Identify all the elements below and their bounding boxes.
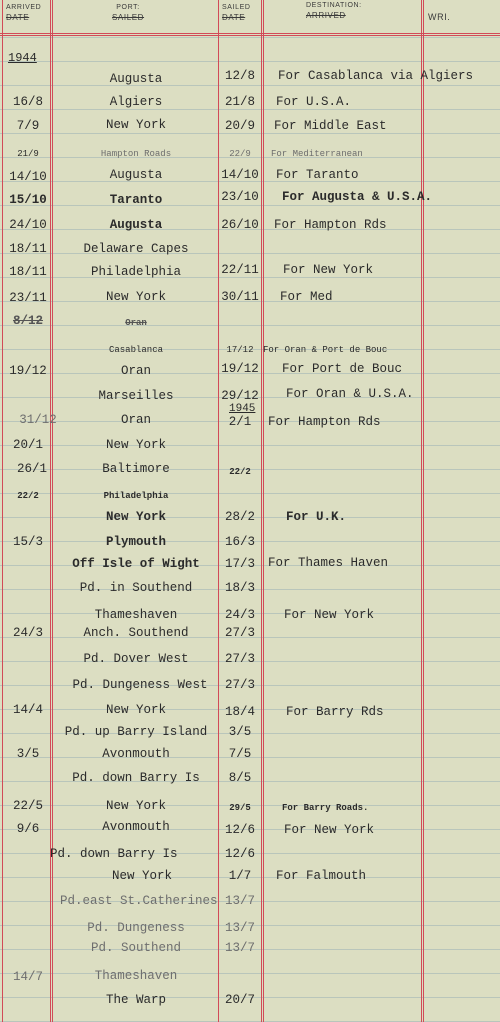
arrived-cell: 15/10 — [9, 193, 47, 207]
destination-cell: For Hampton Rds — [274, 218, 387, 232]
destination-cell: For Hampton Rds — [268, 415, 381, 429]
port-cell: Oran — [120, 364, 151, 378]
column-divider — [263, 0, 264, 1022]
sailed-cell: 27/3 — [224, 652, 255, 666]
destination-cell: For Thames Haven — [268, 556, 389, 570]
arrived-cell: 20/1 — [12, 438, 43, 452]
port-cell: Oran — [120, 413, 151, 427]
arrived-cell: 14/10 — [9, 170, 47, 184]
sailed-cell: 17/3 — [224, 557, 255, 571]
port-cell: Taranto — [109, 193, 163, 207]
port-cell: New York — [105, 703, 166, 717]
port-cell: Pd. down Barry Is — [50, 847, 178, 861]
sailed-cell: 13/7 — [224, 941, 255, 955]
arrived-cell: 9/6 — [16, 822, 40, 836]
header-wri: WRI. — [428, 12, 451, 22]
destination-cell: For Med — [280, 290, 333, 304]
port-cell: New York — [105, 438, 166, 452]
sailed-cell: 28/2 — [224, 510, 255, 524]
sailed-cell: 23/10 — [221, 190, 259, 204]
arrived-cell: 3/5 — [16, 747, 40, 761]
header-destination — [306, 2, 362, 20]
port-cell: The Warp — [105, 993, 166, 1007]
sailed-cell: 8/5 — [228, 771, 252, 785]
sailed-cell: 19/12 — [221, 362, 259, 376]
port-cell-crossed-out: Oran — [125, 318, 147, 328]
sailed-cell: 20/7 — [224, 993, 255, 1007]
arrived-cell-crossed-out: 8/12 — [12, 314, 43, 328]
port-cell: New York — [105, 290, 166, 304]
destination-cell: For Port de Bouc — [282, 362, 403, 376]
port-cell: Algiers — [109, 95, 163, 109]
destination-cell: For Taranto — [276, 168, 359, 182]
port-cell: Augusta — [109, 218, 163, 232]
arrived-cell: 15/3 — [12, 535, 43, 549]
port-cell: Avonmouth — [102, 747, 170, 761]
header-sailed-label: SAILED — [222, 4, 251, 11]
sailed-cell: 30/11 — [221, 290, 259, 304]
sailed-cell: 24/3 — [224, 608, 255, 622]
header-destination-arrived: ARRIVED — [306, 11, 346, 20]
sailed-cell: 2/1 — [228, 415, 252, 429]
destination-cell: For Mediterranean — [271, 149, 363, 159]
port-cell: Augusta — [109, 168, 163, 182]
arrived-cell: 31/12 — [19, 413, 57, 427]
arrived-cell: 21/9 — [17, 149, 39, 159]
column-divider — [423, 0, 424, 1022]
header-rule — [0, 35, 500, 36]
port-cell: Anch. Southend — [83, 626, 189, 640]
header-arrived-label: ARRIVED — [6, 4, 42, 11]
sailed-cell: 12/6 — [224, 823, 255, 837]
sailed-cell: 12/8 — [224, 69, 255, 83]
destination-cell: For New York — [283, 263, 374, 277]
arrived-cell: 14/7 — [12, 970, 43, 984]
arrived-cell: 14/4 — [12, 703, 43, 717]
port-cell: Off Isle of Wight — [72, 557, 200, 571]
sailed-cell: 26/10 — [221, 218, 259, 232]
header-port — [112, 4, 144, 22]
arrived-cell: 7/9 — [16, 119, 40, 133]
port-cell: Pd.east St.Catherines — [60, 894, 218, 908]
port-cell: Thameshaven — [94, 969, 178, 983]
header-destination-label: DESTINATION: — [306, 2, 362, 9]
arrived-cell: 23/11 — [9, 291, 47, 305]
port-cell: Augusta — [109, 72, 163, 86]
arrived-cell: 22/5 — [12, 799, 43, 813]
sailed-cell: 22/11 — [221, 263, 259, 277]
arrived-cell: 22/2 — [17, 491, 39, 501]
destination-cell: For New York — [284, 823, 375, 837]
destination-cell: For Oran & Port de Bouc — [263, 345, 388, 355]
margin-line-left — [2, 0, 3, 1022]
column-divider — [421, 0, 422, 1022]
sailed-cell: 14/10 — [221, 168, 259, 182]
port-cell: Marseilles — [98, 389, 174, 403]
destination-cell: For U.K. — [286, 510, 347, 524]
port-cell: New York — [111, 869, 172, 883]
port-cell: Hampton Roads — [100, 149, 172, 159]
port-cell: Philadelphia — [103, 491, 169, 501]
arrived-cell: 24/10 — [9, 218, 47, 232]
header-arrived — [6, 4, 41, 22]
sailed-cell: 17/12 — [226, 345, 254, 355]
port-cell: Pd. Dungeness — [87, 921, 185, 935]
header-arrived-date: DATE — [6, 13, 30, 22]
year-marker: 1945 — [229, 403, 256, 415]
sailed-cell: 16/3 — [224, 535, 255, 549]
sailed-cell: 18/3 — [224, 581, 255, 595]
port-cell: Avonmouth — [102, 820, 170, 834]
port-cell: Pd. in Southend — [79, 581, 193, 595]
port-cell: Casablanca — [108, 345, 163, 355]
destination-cell: For Oran & U.S.A. — [286, 387, 414, 401]
destination-cell: For Barry Rds — [286, 705, 384, 719]
sailed-cell: 27/3 — [224, 678, 255, 692]
port-cell: Pd. Dungeness West — [72, 678, 208, 692]
destination-cell: For New York — [284, 608, 375, 622]
header-sailed — [222, 4, 251, 22]
port-cell: Pd. up Barry Island — [64, 725, 208, 739]
port-cell: Pd. Southend — [90, 941, 181, 955]
sailed-cell: 22/9 — [229, 149, 251, 159]
sailed-cell: 13/7 — [224, 921, 255, 935]
header-port-label: PORT: — [116, 4, 140, 11]
destination-cell: For U.S.A. — [276, 95, 352, 109]
destination-cell: For Casablanca via Algiers — [278, 69, 474, 83]
destination-cell: For Middle East — [274, 119, 387, 133]
sailed-cell: 13/7 — [224, 894, 255, 908]
arrived-cell: 19/12 — [9, 364, 47, 378]
port-cell: Baltimore — [102, 462, 170, 476]
port-cell: Delaware Capes — [83, 242, 189, 256]
destination-cell: For Augusta & U.S.A. — [282, 190, 433, 204]
port-cell: Pd. Dover West — [83, 652, 189, 666]
arrived-cell: 24/3 — [12, 626, 43, 640]
sailed-cell: 21/8 — [224, 95, 255, 109]
port-cell: Plymouth — [105, 535, 166, 549]
port-cell: New York — [105, 118, 166, 132]
column-divider — [52, 0, 53, 1022]
port-cell: New York — [105, 799, 166, 813]
port-cell: Thameshaven — [94, 608, 178, 622]
sailed-cell: 29/12 — [221, 389, 259, 403]
sailed-cell: 29/5 — [229, 803, 251, 813]
sailed-cell: 22/2 — [229, 467, 251, 477]
sailed-cell: 7/5 — [228, 747, 252, 761]
destination-cell: For Falmouth — [276, 869, 367, 883]
header-rule — [0, 33, 500, 34]
destination-cell: For Barry Roads. — [282, 803, 369, 813]
sailed-cell: 3/5 — [228, 725, 252, 739]
sailed-cell: 1/7 — [228, 869, 252, 883]
year-marker: 1944 — [8, 51, 37, 65]
arrived-cell: 16/8 — [12, 95, 43, 109]
header-port-sailed: SAILED — [112, 13, 145, 22]
port-cell: Philadelphia — [90, 265, 181, 279]
arrived-cell: 26/1 — [16, 462, 47, 476]
port-cell: Pd. down Barry Is — [72, 771, 200, 785]
sailed-cell: 20/9 — [224, 119, 255, 133]
header-sailed-date: DATE — [222, 13, 246, 22]
sailed-cell: 12/6 — [224, 847, 255, 861]
arrived-cell: 18/11 — [9, 265, 47, 279]
arrived-cell: 18/11 — [9, 242, 47, 256]
port-cell: New York — [105, 510, 166, 524]
sailed-cell: 27/3 — [224, 626, 255, 640]
sailed-cell: 18/4 — [224, 705, 255, 719]
